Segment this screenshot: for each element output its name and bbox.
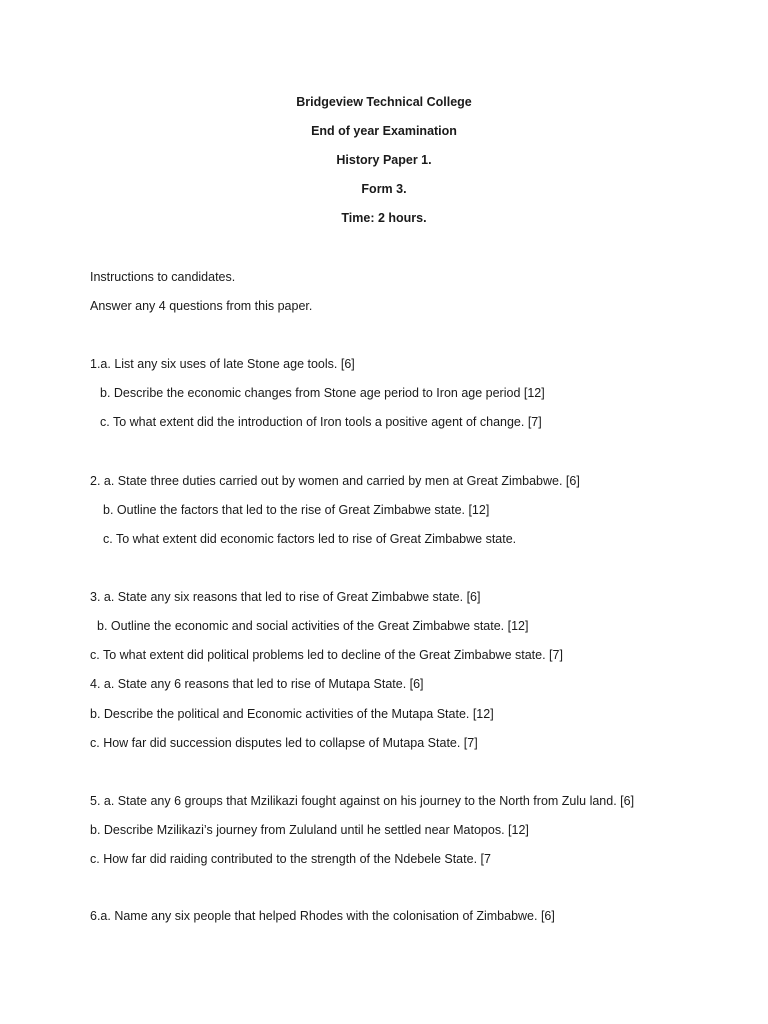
question-4a: 4. a. State any 6 reasons that led to rise of Mutapa State. [6] bbox=[90, 677, 424, 691]
question-2a: 2. a. State three duties carried out by women and carried by men at Great Zimbabwe. [6] bbox=[90, 474, 580, 488]
question-1a: 1.a. List any six uses of late Stone age tools. [6] bbox=[90, 357, 355, 371]
instructions-title: Instructions to candidates. bbox=[90, 270, 236, 284]
exam-duration: Time: 2 hours. bbox=[341, 211, 427, 225]
question-3b: b. Outline the economic and social activities of the Great Zimbabwe state. [12] bbox=[97, 619, 529, 633]
question-1b: b. Describe the economic changes from Stone age period to Iron age period [12] bbox=[100, 386, 545, 400]
question-5a: 5. a. State any 6 groups that Mzilikazi fought against on his journey to the North from Zulu land. [6] bbox=[90, 794, 635, 808]
question-6a: 6.a. Name any six people that helped Rhodes with the colonisation of Zimbabwe. [6] bbox=[90, 909, 555, 923]
form-level: Form 3. bbox=[361, 182, 407, 196]
question-5c: c. How far did raiding contributed to the strength of the Ndebele State. [7 bbox=[90, 852, 491, 866]
question-1c: c. To what extent did the introduction of Iron tools a positive agent of change. [7] bbox=[100, 415, 542, 429]
question-3c: c. To what extent did political problems led to decline of the Great Zimbabwe state. [7] bbox=[90, 648, 563, 662]
question-4c: c. How far did succession disputes led to collapse of Mutapa State. [7] bbox=[90, 736, 478, 750]
question-5b: b. Describe Mzilikazi’s journey from Zululand until he settled near Matopos. [12] bbox=[90, 823, 529, 837]
exam-title: End of year Examination bbox=[311, 124, 457, 138]
question-2c: c. To what extent did economic factors led to rise of Great Zimbabwe state. bbox=[103, 532, 517, 546]
question-3a: 3. a. State any six reasons that led to rise of Great Zimbabwe state. [6] bbox=[90, 590, 481, 604]
question-4b: b. Describe the political and Economic activities of the Mutapa State. [12] bbox=[90, 707, 494, 721]
question-2b: b. Outline the factors that led to the rise of Great Zimbabwe state. [12] bbox=[103, 503, 490, 517]
instructions-text: Answer any 4 questions from this paper. bbox=[90, 299, 313, 313]
paper-title: History Paper 1. bbox=[336, 153, 432, 167]
school-name: Bridgeview Technical College bbox=[296, 95, 472, 109]
